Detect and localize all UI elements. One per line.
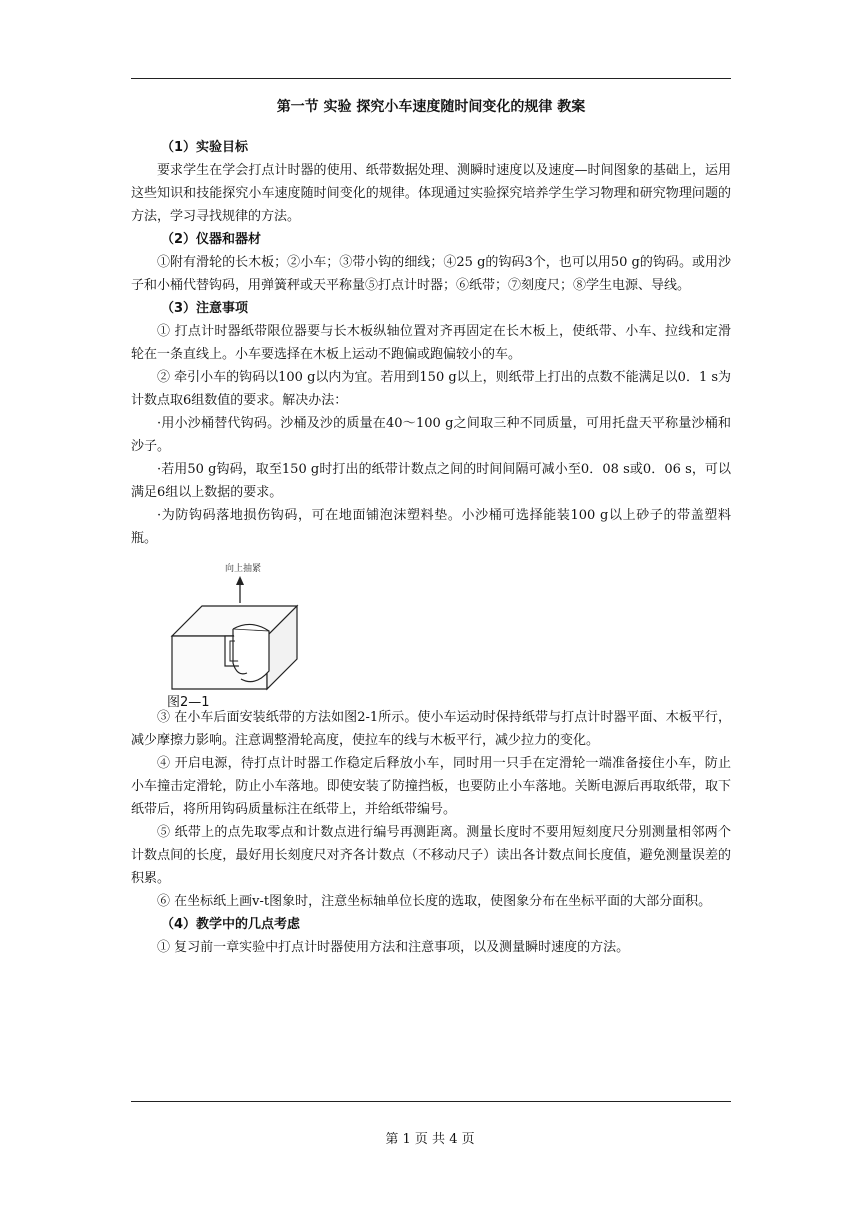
- header-rule: [131, 78, 731, 79]
- figure-arrow-label: 向上抽紧: [225, 564, 262, 574]
- section-heading-teaching: （4）教学中的几点考虑: [161, 917, 301, 932]
- figure-caption: 图2—1: [167, 695, 210, 710]
- paragraph: ①附有滑轮的长木板；②小车；③带小钩的细线；④25 g的钩码3个，也可以用50 g的钩码。或用沙子和小桶代替钩码，用弹簧秤或天平称量⑤打点计时器；⑥纸带；⑦刻度尺；⑧学生电源、导线。: [131, 255, 731, 293]
- paragraph: ·为防钩码落地损伤钩码，可在地面铺泡沫塑料垫。小沙桶可选择能装100 g以上砂子的带盖塑料瓶。: [131, 508, 731, 546]
- paragraph: ① 复习前一章实验中打点计时器使用方法和注意事项，以及测量瞬时速度的方法。: [157, 940, 630, 955]
- paragraph: ② 牵引小车的钩码以100 g以内为宜。若用到150 g以上，则纸带上打出的点数不能满足以0．1 s为计数点取6组数值的要求。解决办法：: [131, 370, 732, 408]
- paragraph: ① 打点计时器纸带限位器要与长木板纵轴位置对齐再固定在长木板上，使纸带、小车、拉线和定滑轮在一条直线上。小车要选择在木板上运动不跑偏或跑偏较小的车。: [131, 324, 731, 362]
- tape-installation-figure: [167, 561, 307, 710]
- paragraph: 要求学生在学会打点计时器的使用、纸带数据处理、测瞬时速度以及速度—时间图象的基础上，运用这些知识和技能探究小车速度随时间变化的规律。体现通过实验探究培养学生学习物理和研究物理问题的方法，学习寻找规律的方法。: [131, 163, 731, 224]
- paragraph: ⑤ 纸带上的点先取零点和计数点进行编号再测距离。测量长度时不要用短刻度尺分别测量相邻两个计数点间的长度，最好用长刻度尺对齐各计数点（不移动尺子）读出各计数点间长度值，避免测量误差的积累。: [131, 825, 731, 886]
- section-heading-goal: （1）实验目标: [161, 140, 249, 155]
- timer-tape-illustration: [167, 561, 307, 691]
- section-heading-equipment: （2）仪器和器材: [161, 232, 262, 247]
- page-number-footer: 第 1 页 共 4 页: [385, 1132, 475, 1147]
- section-heading-notes: （3）注意事项: [161, 301, 249, 316]
- document-page: [131, 96, 731, 959]
- document-title: 第一节 实验 探究小车速度随时间变化的规律 教案: [276, 99, 586, 115]
- paragraph: ④ 开启电源，待打点计时器工作稳定后释放小车，同时用一只手在定滑轮一端准备接住小车，防止小车撞击定滑轮，防止小车落地。即使安装了防撞挡板，也要防止小车落地。关断电源后再取纸带，取下纸带后，将所用钩码质量标注在纸带上，并给纸带编号。: [131, 756, 731, 817]
- paragraph: ⑥ 在坐标纸上画v-t图象时，注意坐标轴单位长度的选取，使图象分布在坐标平面的大部分面积。: [157, 894, 712, 909]
- paragraph: ·若用50 g钩码，取至150 g时打出的纸带计数点之间的时间间隔可减小至0．08 s或0．06 s，可以满足6组以上数据的要求。: [131, 462, 731, 500]
- paragraph: ③ 在小车后面安装纸带的方法如图2-1所示。使小车运动时保持纸带与打点计时器平面、木板平行，减少摩擦力影响。注意调整滑轮高度，使拉车的线与木板平行，减少拉力的变化。: [131, 710, 731, 748]
- footer-rule: [131, 1101, 731, 1102]
- paragraph: ·用小沙桶替代钩码。沙桶及沙的质量在40～100 g之间取三种不同质量，可用托盘天平称量沙桶和沙子。: [131, 416, 731, 454]
